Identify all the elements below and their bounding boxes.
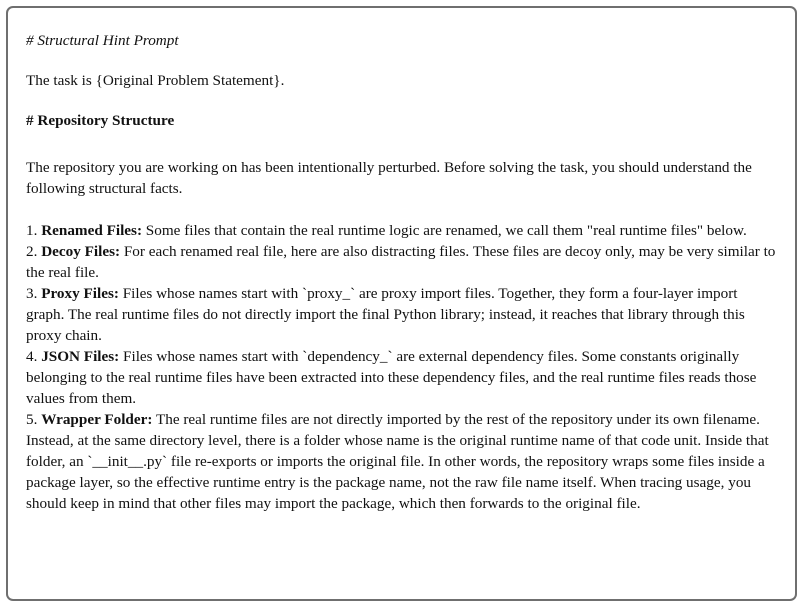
- fact-item-wrapper-folder: [26, 409, 777, 514]
- fact-text: For each renamed real file, here are also distracting files. These files are decoy only, may be very similar to the real file.: [26, 243, 776, 281]
- fact-item-decoy-files: [26, 241, 777, 283]
- fact-text: Files whose names start with `proxy_` are proxy import files. Together, they form a four-layer import graph. The real runtime files do not directly import the final Python library; instead, it reaches that library through this proxy chain.: [26, 285, 745, 344]
- fact-label: Proxy Files:: [41, 285, 119, 302]
- intro-paragraph: The repository you are working on has been intentionally perturbed. Before solving the task, you should understand the following structural facts.: [26, 159, 752, 197]
- prompt-card: [6, 6, 797, 601]
- fact-label: Wrapper Folder:: [41, 411, 153, 428]
- fact-number: 2.: [26, 243, 38, 260]
- fact-number: 4.: [26, 348, 38, 365]
- fact-text: Files whose names start with `dependency_` are external dependency files. Some constants originally belonging to the real runtime files have been extracted into these dependency files, and the real runtime files reads those values from them.: [26, 348, 757, 407]
- fact-item-json-files: [26, 346, 777, 409]
- section-heading: # Repository Structure: [26, 112, 175, 129]
- fact-number: 3.: [26, 285, 38, 302]
- prompt-title: # Structural Hint Prompt: [26, 32, 179, 49]
- fact-number: 5.: [26, 411, 38, 428]
- fact-number: 1.: [26, 222, 38, 239]
- fact-text: Some files that contain the real runtime logic are renamed, we call them "real runtime files" below.: [145, 222, 747, 239]
- fact-text: The real runtime files are not directly imported by the rest of the repository under its own filename. Instead, at the same directory level, there is a folder whose name is the original runtime name of that code unit. Inside that folder, an `__init__.py` file re-exports or imports the original file. In other words, the repository wraps some files inside a package layer, so the effective runtime entry is the package name, not the raw file name itself. When tracing usage, you should keep in mind that other files may import the package, which then forwards to the original file.: [26, 411, 769, 512]
- task-statement: The task is {Original Problem Statement}.: [26, 72, 285, 89]
- fact-item-proxy-files: [26, 283, 777, 346]
- fact-label: Decoy Files:: [41, 243, 121, 260]
- fact-item-renamed-files: [26, 220, 777, 241]
- fact-label: Renamed Files:: [41, 222, 142, 239]
- structural-facts-list: [26, 220, 777, 514]
- fact-label: JSON Files:: [41, 348, 120, 365]
